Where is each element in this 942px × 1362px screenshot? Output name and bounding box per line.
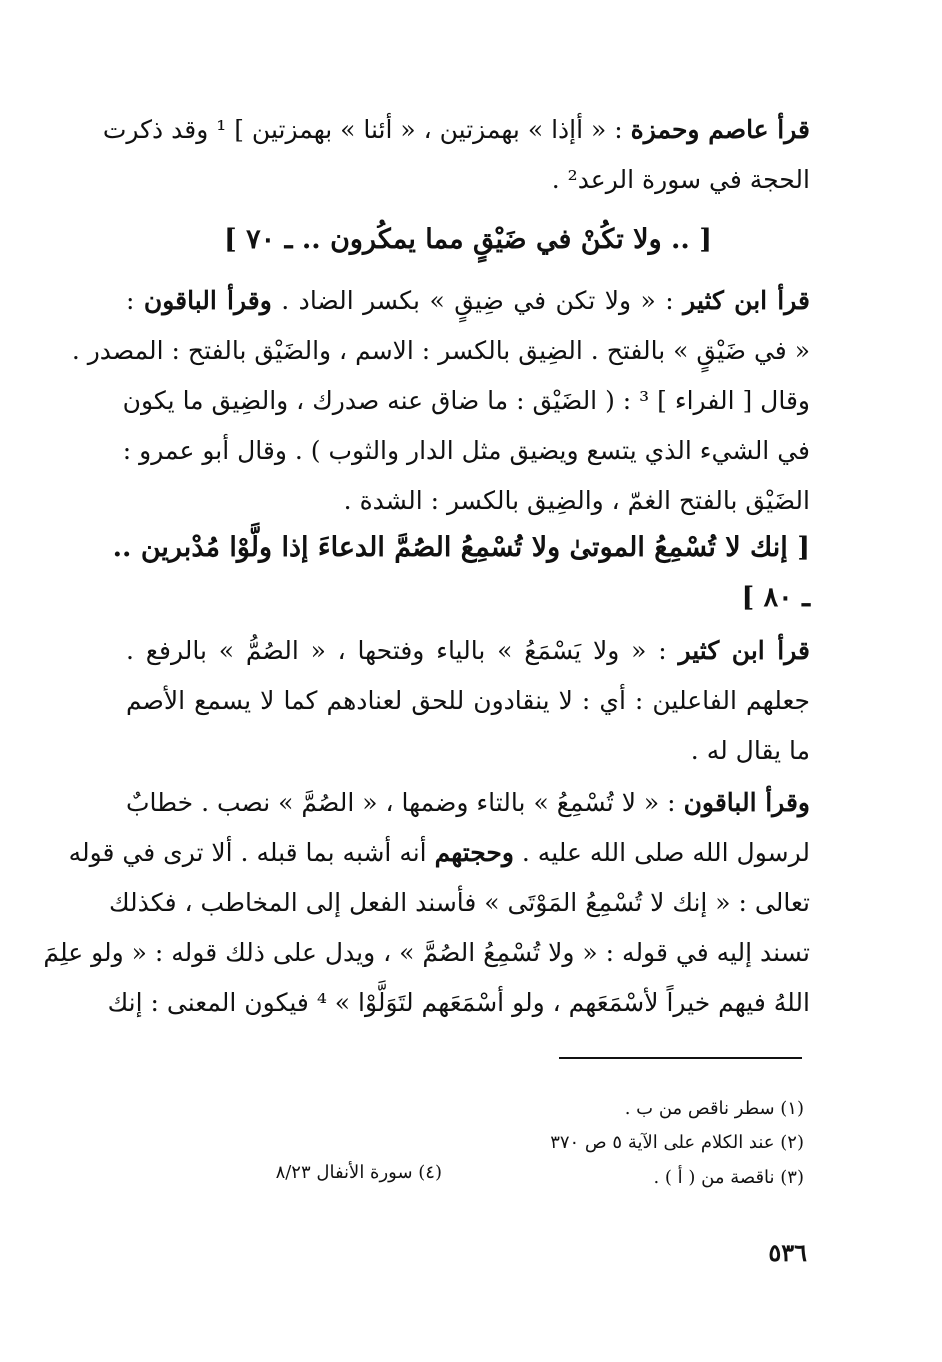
text-line: الحجة في سورة الرعد² . <box>551 165 810 194</box>
text-line: اللهُ فيهم خيراً لأسْمَعَهم ، ولو أسْمَعَهم لتَوَلَّوْا » ⁴ فيكون المعنى : إنك <box>107 988 810 1017</box>
text-line: ما يقال له . <box>690 736 810 765</box>
text-line: تسند إليه في قوله : « ولا تُسْمِعُ الصُمَّ » ، ويدل على ذلك قوله : « ولو علِمَ <box>43 938 810 967</box>
paragraph-4 <box>43 778 810 1028</box>
footnote-divider <box>559 1057 802 1059</box>
paragraph-3 <box>126 626 810 776</box>
text-line: قرأ عاصم وحمزة : « أإذا » بهمزتين ، « أئنا » بهمزتين ] ¹ وقد ذكرت <box>102 115 810 144</box>
paragraph-2 <box>71 276 811 526</box>
text-line: وقرأ الباقون : « لا تُسْمِعُ » بالتاء وضمها ، « الصُمَّ » نصب . خطابٌ <box>126 788 810 817</box>
text-line: « في ضَيْقٍ » بالفتح . الضِيق بالكسر : الاسم ، والضَيْق بالفتح : المصدر . <box>71 336 810 365</box>
verse-heading-80 <box>112 523 810 623</box>
text-line: قرأ ابن كثير : « ولا يَسْمَعُ » بالياء وفتحها ، « الصُمُّ » بالرفع . <box>126 636 810 665</box>
text-line: تعالى : « إنك لا تُسْمِعُ المَوْتَى » فأسند الفعل إلى المخاطب ، فكذلك <box>108 888 810 917</box>
reader-names: وقرأ الباقون <box>683 788 810 817</box>
argument-label: وحجتهم <box>434 838 514 867</box>
reader-names: قرأ ابن كثير <box>683 286 811 315</box>
text-line: في الشيء الذي يتسع ويضيق مثل الدار والثوب ) . وقال أبو عمرو : <box>122 436 810 465</box>
text-line: الضَيْق بالفتح الغمّ ، والضِيق بالكسر : الشدة . <box>343 486 810 515</box>
reader-names: وقرأ الباقون <box>143 286 272 315</box>
text-line: جعلهم الفاعلين : أي : لا ينقادون للحق لعنادهم كما لا يسمع الأصم <box>126 686 810 715</box>
footnote-2: (٢) عند الكلام على الآية ٥ ص ٣٧٠ <box>550 1132 804 1153</box>
footnote-3: (٣) ناقصة من ( أ ) . <box>653 1167 804 1188</box>
text-line: لرسول الله صلى الله عليه . وحجتهم أنه أشبه بما قبله . ألا ترى في قوله <box>68 838 810 867</box>
verse-text: [ إنك لا تُسْمِعُ الموتىٰ ولا تُسْمِعُ الصُمَّ الدعاءَ إذا ولَّوْا مُدْبرين .. <box>112 532 810 563</box>
page-number: ٥٣٦ <box>768 1238 807 1267</box>
reader-names: قرأ ابن كثير <box>678 636 810 665</box>
text-line: وقال [ الفراء ] ³ : ( الضَيْق : ما ضاق عنه صدرك ، والضِيق ما يكون <box>122 386 810 415</box>
verse-text: ـ ٨٠ ] <box>741 582 810 613</box>
footnote-4: (٤) سورة الأنفال ٨/٢٣ <box>275 1162 442 1183</box>
verse-heading-70 <box>126 215 810 265</box>
verse-text: [ .. ولا تكُنْ في ضَيْقٍ مما يمكُرون .. ـ ٧٠ ] <box>223 224 712 255</box>
reader-names: قرأ عاصم وحمزة <box>630 115 810 144</box>
footnote-1: (١) سطر ناقص من ب . <box>624 1098 804 1119</box>
paragraph-1 <box>102 105 810 205</box>
text-line: قرأ ابن كثير : « ولا تكن في ضِيقٍ » بكسر الضاد . وقرأ الباقون : <box>126 286 811 315</box>
